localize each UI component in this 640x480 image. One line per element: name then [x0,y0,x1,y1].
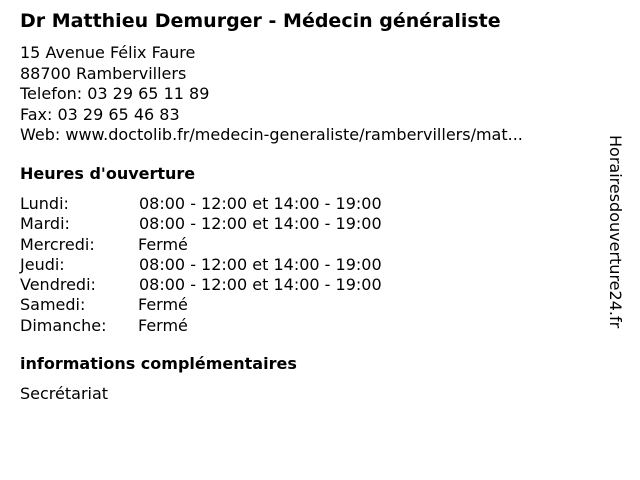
address-city: 88700 Rambervillers [20,63,187,83]
site-branding: Horairesdouverture24.fr [606,135,625,329]
opening-hours-heading: Heures d'ouverture [20,164,196,183]
day-label: Mardi: [20,214,70,234]
page-title: Dr Matthieu Demurger - Médecin généraliste [20,10,501,32]
additional-info-heading: informations complémentaires [20,354,297,373]
day-label: Vendredi: [20,275,96,295]
day-label: Dimanche: [20,315,107,335]
fax-number: Fax: 03 29 65 46 83 [20,104,180,124]
day-hours: 08:00 - 12:00 et 14:00 - 19:00 [139,194,382,213]
day-hours: Fermé [138,315,188,335]
day-label: Jeudi: [20,254,65,274]
website-link[interactable]: Web: www.doctolib.fr/medecin-generaliste/rambervillers/mat... [20,125,523,144]
contact-block [20,43,523,146]
day-label: Lundi: [20,194,69,213]
phone-number: Telefon: 03 29 65 11 89 [20,84,210,103]
day-label: Mercredi: [20,234,95,254]
day-hours: 08:00 - 12:00 et 14:00 - 19:00 [139,254,382,274]
day-label: Samedi: [20,295,86,315]
day-hours: Fermé [138,234,188,254]
day-hours: 08:00 - 12:00 et 14:00 - 19:00 [139,275,382,295]
day-hours: 08:00 - 12:00 et 14:00 - 19:00 [139,214,382,234]
address-street: 15 Avenue Félix Faure [20,43,196,62]
additional-info-text: Secrétariat [20,384,109,403]
day-hours: Fermé [138,295,188,315]
